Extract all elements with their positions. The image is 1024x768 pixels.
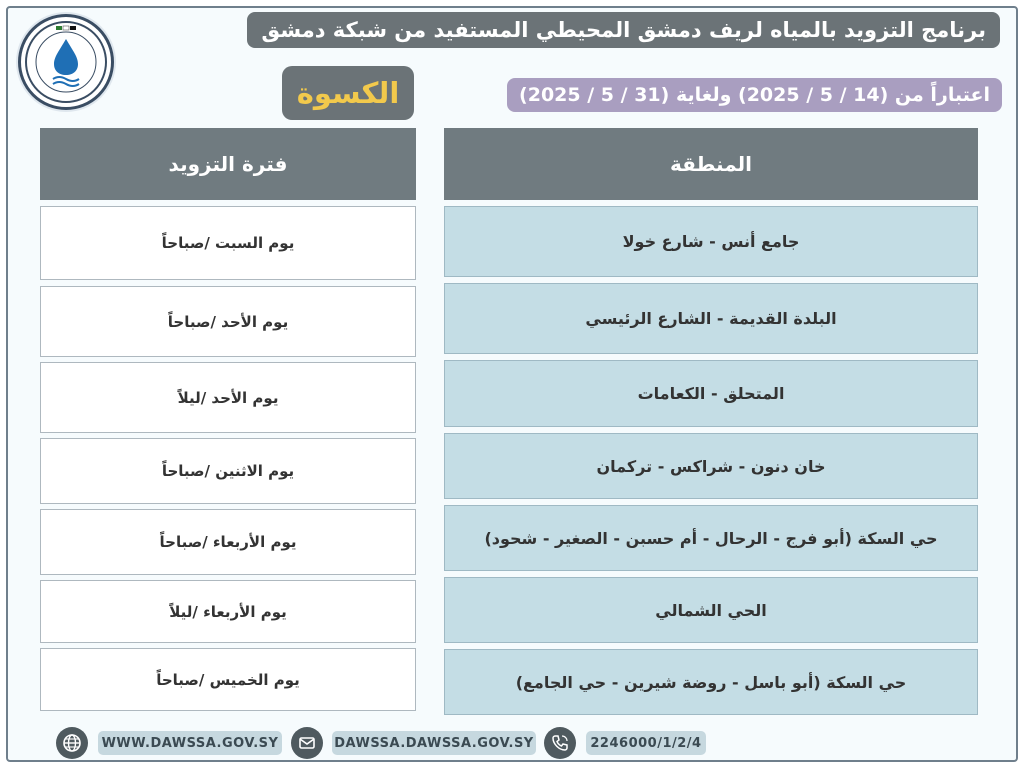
organization-logo bbox=[18, 14, 114, 110]
supply-period-header bbox=[40, 128, 416, 200]
area-header bbox=[444, 128, 978, 200]
supply-text: يوم الأحد /ليلاً bbox=[177, 388, 279, 407]
supply-cell bbox=[40, 438, 416, 504]
area-text: جامع أنس - شارع خولا bbox=[622, 232, 800, 251]
town-name-badge bbox=[282, 66, 414, 120]
town-name-text: الكسوة bbox=[296, 76, 400, 110]
website-link[interactable] bbox=[98, 731, 282, 755]
supply-text: يوم الأربعاء /ليلاً bbox=[169, 602, 287, 621]
date-range-text: اعتباراً من (14 / 5 / 2025) ولغاية (31 / 5 / 2025) bbox=[519, 84, 990, 106]
area-cell bbox=[444, 283, 978, 354]
water-drop-logo-icon bbox=[21, 17, 111, 107]
supply-cell bbox=[40, 362, 416, 433]
supply-text: يوم الاثنين /صباحاً bbox=[161, 462, 295, 480]
email-link[interactable] bbox=[332, 731, 536, 755]
page-title-text: برنامج التزويد بالمياه لريف دمشق المحيطي المستفيد من شبكة دمشق bbox=[261, 18, 986, 42]
supply-cell bbox=[40, 286, 416, 357]
area-text: البلدة القديمة - الشارع الرئيسي bbox=[585, 309, 837, 328]
supply-text: يوم السبت /صباحاً bbox=[161, 234, 295, 252]
supply-text: يوم الأحد /صباحاً bbox=[167, 312, 289, 331]
supply-cell bbox=[40, 580, 416, 643]
area-text: حي السكة (أبو باسل - روضة شيرين - حي الجامع) bbox=[515, 672, 907, 692]
area-text: المتحلق - الكعامات bbox=[637, 384, 785, 403]
phone-text: 2246000/1/2/4 bbox=[590, 735, 702, 751]
date-range-badge bbox=[507, 78, 1002, 112]
supply-cell bbox=[40, 648, 416, 711]
page-title bbox=[247, 12, 1000, 48]
mail-icon bbox=[291, 727, 323, 759]
area-header-text: المنطقة bbox=[670, 152, 752, 176]
area-cell bbox=[444, 649, 978, 715]
supply-period-header-text: فترة التزويد bbox=[168, 152, 288, 176]
area-cell bbox=[444, 360, 978, 427]
phone-number[interactable] bbox=[586, 731, 706, 755]
area-text: الحي الشمالي bbox=[655, 600, 767, 620]
phone-icon bbox=[544, 727, 576, 759]
supply-text: يوم الأربعاء /صباحاً bbox=[159, 533, 297, 551]
area-cell bbox=[444, 577, 978, 643]
email-text: DAWSSA.DAWSSA.GOV.SY bbox=[334, 735, 534, 751]
globe-icon bbox=[56, 727, 88, 759]
area-cell bbox=[444, 505, 978, 571]
area-cell bbox=[444, 206, 978, 277]
supply-text: يوم الخميس /صباحاً bbox=[156, 670, 300, 689]
area-text: خان دنون - شراكس - تركمان bbox=[596, 456, 826, 476]
website-text: WWW.DAWSSA.GOV.SY bbox=[101, 735, 279, 751]
supply-cell bbox=[40, 206, 416, 280]
area-cell bbox=[444, 433, 978, 499]
area-text: حي السكة (أبو فرج - الرحال - أم حسبن - الصغير - شحود) bbox=[484, 528, 938, 548]
supply-cell bbox=[40, 509, 416, 575]
